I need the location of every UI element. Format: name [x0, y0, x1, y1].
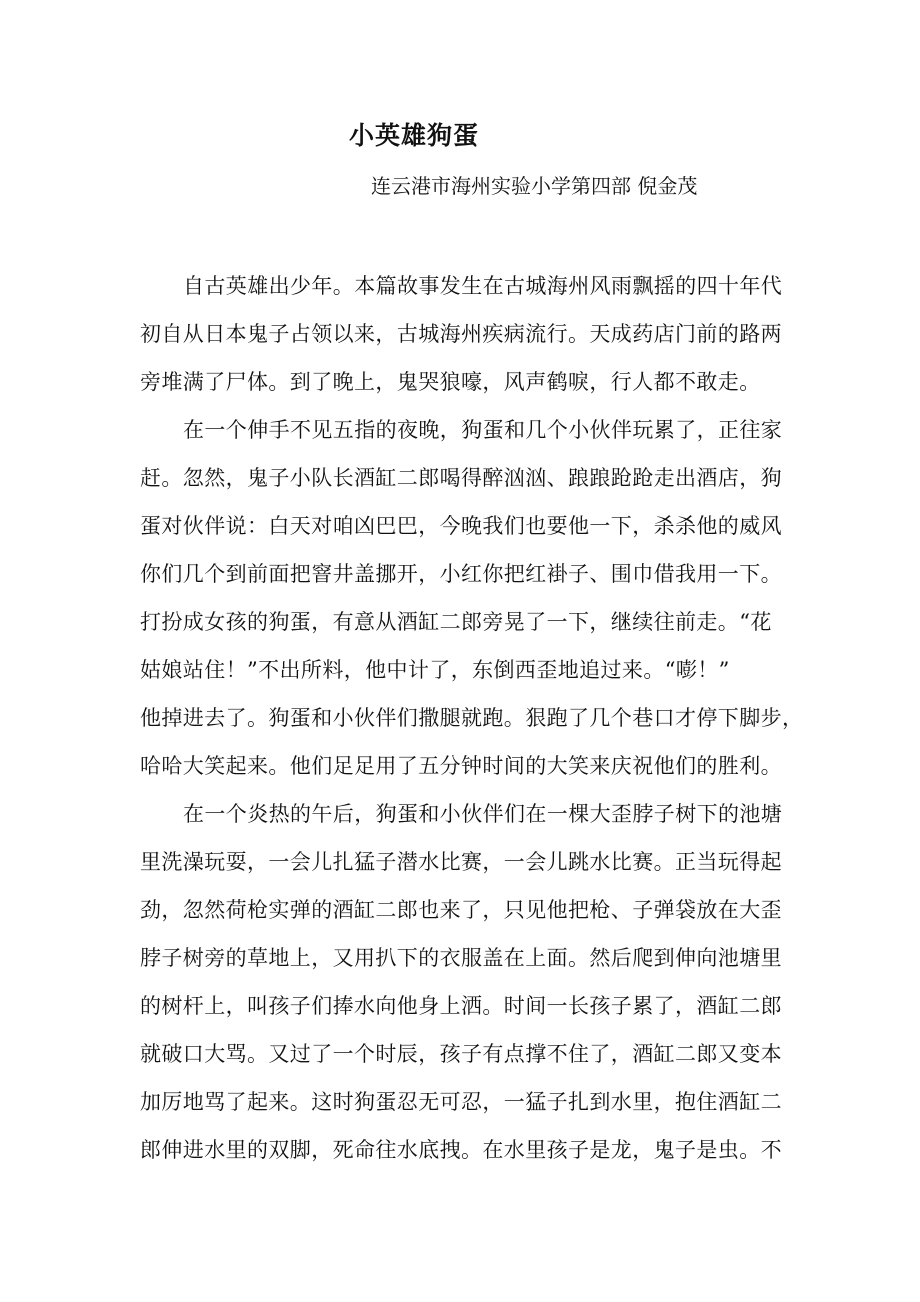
article-title: 小英雄狗蛋 — [349, 121, 480, 150]
paragraph — [140, 262, 800, 406]
text-line: 蛋对伙伴说：白天对咱凶巴巴，今晚我们也要他一下，杀杀他的威风 — [140, 514, 782, 538]
text-line: 赶。忽然，鬼子小队长酒缸二郎喝得醉汹汹、踉踉跄跄走出酒店，狗 — [140, 466, 782, 490]
text-line: 自古英雄出少年。本篇故事发生在古城海州风雨飘摇的四十年代 — [183, 274, 783, 298]
text-line: 劲，忽然荷枪实弹的酒缸二郎也来了，只见他把枪、子弹袋放在大歪 — [140, 898, 782, 922]
text-line: 就破口大骂。又过了一个时辰，孩子有点撑不住了，酒缸二郎又变本 — [140, 1042, 782, 1066]
text-line: 脖子树旁的草地上，又用扒下的衣服盖在上面。然后爬到伸向池塘里 — [140, 946, 782, 970]
article-body — [140, 262, 804, 1174]
text-line: 哈哈大笑起来。他们足足用了五分钟时间的大笑来庆祝他们的胜利。 — [140, 754, 782, 778]
text-line: 加厉地骂了起来。这时狗蛋忍无可忍，一猛子扎到水里，抱住酒缸二 — [140, 1090, 782, 1114]
paragraph — [140, 406, 804, 790]
text-line: 打扮成女孩的狗蛋，有意从酒缸二郎旁晃了一下，继续往前走。“花 — [140, 610, 772, 634]
text-line: 在一个伸手不见五指的夜晚，狗蛋和几个小伙伴玩累了，正往家 — [183, 418, 783, 442]
author-byline: 连云港市海州实验小学第四部 倪金茂 — [371, 174, 698, 198]
text-line: 他掉进去了。狗蛋和小伙伴们撒腿就跑。狠跑了几个巷口才停下脚步， — [140, 706, 804, 730]
text-line: 初自从日本鬼子占领以来，古城海州疾病流行。天成药店门前的路两 — [140, 322, 782, 346]
text-line: 里洗澡玩耍，一会儿扎猛子潜水比赛，一会儿跳水比赛。正当玩得起 — [140, 850, 782, 874]
paragraph — [140, 790, 800, 1174]
text-line: 的树杆上，叫孩子们捧水向他身上洒。时间一长孩子累了，酒缸二郎 — [140, 994, 782, 1018]
text-line: 旁堆满了尸体。到了晚上，鬼哭狼嚎，风声鹤唳，行人都不敢走。 — [140, 370, 761, 394]
text-line: 你们几个到前面把窨井盖挪开，小红你把红褂子、围巾借我用一下。 — [140, 562, 782, 586]
text-line: 郎伸进水里的双脚，死命往水底拽。在水里孩子是龙，鬼子是虫。不 — [140, 1138, 782, 1162]
text-line: 姑娘站住！”不出所料，他中计了，东倒西歪地追过来。“嘭！” — [140, 658, 730, 682]
text-line: 在一个炎热的午后，狗蛋和小伙伴们在一棵大歪脖子树下的池塘 — [183, 802, 783, 826]
